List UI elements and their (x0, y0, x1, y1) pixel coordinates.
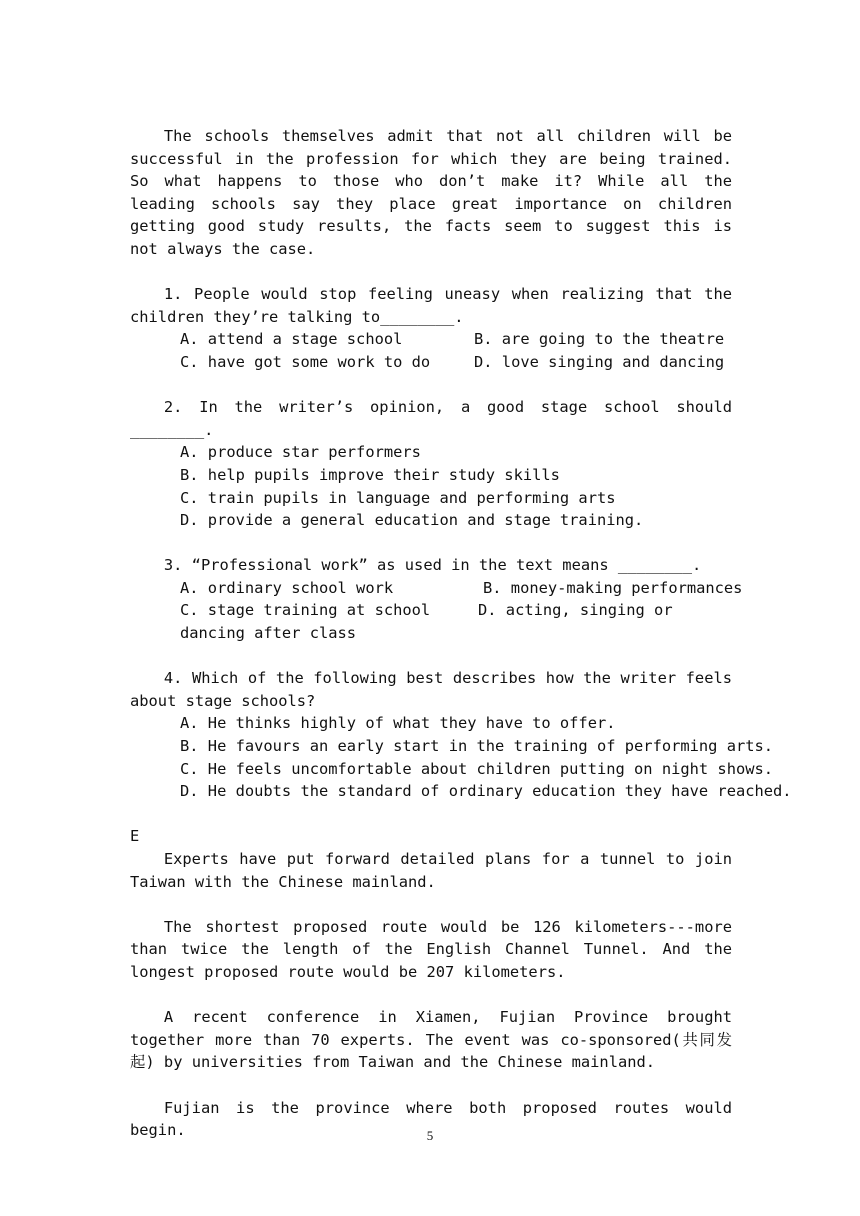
spacer (130, 984, 732, 1007)
question-3-option-b: B. money-making performances (483, 578, 743, 597)
question-3-stem: 3. “Professional work” as used in the text means ________. (163, 556, 702, 575)
question-4-option-a: A. He thinks highly of what they have to offer. (180, 714, 616, 733)
question-3-option-c: C. stage training at school (180, 601, 431, 620)
spacer (130, 261, 732, 284)
question-3-options-row-1 (130, 577, 743, 600)
section-e-paragraph-1: Experts have put forward detailed plans for a tunnel to join Taiwan with the Chinese mainland. (130, 850, 732, 891)
question-4-option-b: B. He favours an early start in the training of performing arts. (180, 737, 774, 756)
page-number: 5 (426, 1128, 434, 1143)
question-1 (130, 283, 732, 373)
question-3-option-a: A. ordinary school work (180, 578, 394, 597)
passage-paragraph: The schools themselves admit that not all children will be successful in the profession for which they are being trained. So what happens to those who don’t make it? While all the leading schools say they place great importance on children getting good study results, the facts seem to suggest this is not always the case. (130, 127, 732, 258)
section-e-paragraph-4: Fujian is the province where both proposed routes would begin. (130, 1098, 732, 1140)
question-4-stem: 4. Which of the following best describes how the writer feels about stage schools? (130, 669, 732, 710)
question-1-option-c: C. have got some work to do (180, 352, 431, 371)
spacer (130, 645, 732, 668)
question-2-option-a: A. produce star performers (180, 443, 421, 462)
section-e (130, 825, 732, 1141)
question-3-options-row-2 (130, 599, 732, 644)
question-3 (130, 554, 743, 644)
question-1-stem: 1. People would stop feeling uneasy when realizing that the children they’re talking to________. (130, 285, 732, 326)
question-2-stem: 2. In the writer’s opinion, a good stage school should ________. (130, 398, 732, 439)
spacer (130, 803, 732, 826)
document-page (130, 125, 792, 1142)
question-2-option-d: D. provide a general education and stage training. (180, 511, 644, 530)
question-1-option-a: A. attend a stage school (180, 330, 403, 349)
section-e-paragraph-2: The shortest proposed route would be 126 kilometers---more than twice the length of the English Channel Tunnel. And the longest proposed route would be 207 kilometers. (130, 917, 732, 981)
section-e-heading: E (130, 827, 140, 846)
spacer (130, 374, 732, 397)
question-4-option-d: D. He doubts the standard of ordinary education they have reached. (180, 782, 792, 801)
spacer (130, 532, 732, 555)
question-1-option-b: B. are going to the theatre (474, 330, 725, 349)
question-4 (130, 667, 792, 803)
question-2-option-b: B. help pupils improve their study skills (180, 465, 560, 484)
spacer (130, 1074, 732, 1097)
question-1-options-row-1 (130, 328, 732, 351)
question-1-option-d: D. love singing and dancing (474, 352, 725, 371)
question-4-option-c: C. He feels uncomfortable about children putting on night shows. (180, 759, 774, 778)
question-2 (130, 396, 732, 532)
question-2-option-c: C. train pupils in language and performing arts (180, 488, 616, 507)
section-e-paragraph-3: A recent conference in Xiamen, Fujian Province brought together more than 70 experts. The event was co-sponsored(共同发起) by universities from Taiwan and the Chinese mainland. (130, 1008, 732, 1072)
question-1-options-row-2 (130, 351, 732, 374)
question-3-option-d: D. acting, singing or dancing after class (180, 601, 673, 643)
spacer (130, 893, 732, 916)
